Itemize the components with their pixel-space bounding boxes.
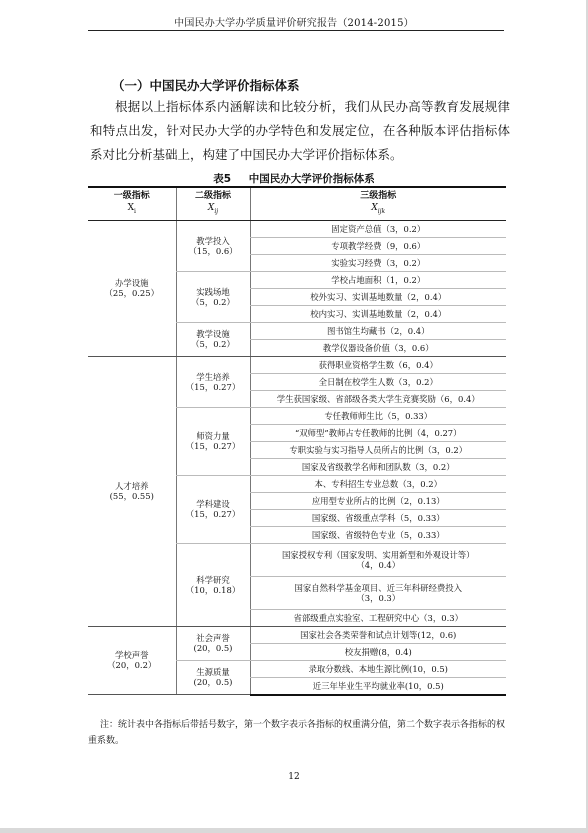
- level3-indicator: 学校占地面积（1，0.2）: [250, 271, 506, 288]
- header-level3-symbol: $X_{ijk}$: [371, 202, 386, 215]
- level3-indicator: 专项教学经费（9，0.6）: [250, 237, 506, 254]
- level3-indicator: “双师型”教师占专任教师的比例（4，0.27）: [250, 424, 506, 441]
- header-rule: [88, 30, 504, 31]
- level3-indicator: 应用型专业所占的比例（2，0.13）: [250, 492, 506, 509]
- level3-indicator: 国家级、省级特色专业（5，0.33）: [250, 526, 506, 543]
- level2-indicator: 社会声誉 (20，0.5): [176, 626, 250, 660]
- level1-indicator: 人才培养 (55，0.55): [88, 356, 176, 626]
- level3-indicator: 校外实习、实训基地数量（2，0.4）: [250, 288, 506, 305]
- level3-indicator: 省部级重点实验室、工程研究中心（3，0.3）: [250, 609, 506, 626]
- level2-indicator: 学科建设 （15，0.27）: [176, 475, 250, 543]
- table-note: 注：统计表中各指标后带括号数字，第一个数字表示各指标的权重满分值，第二个数字表示各指标的权重系数。: [88, 720, 506, 746]
- level3-indicator: 专任教师师生比（5，0.33）: [250, 407, 506, 424]
- running-header: 中国民办大学办学质量评价研究报告（2014-2015）: [174, 18, 414, 29]
- table-row: [88, 626, 506, 643]
- level3-indicator: 本、专科招生专业总数（3，0.2）: [250, 475, 506, 492]
- table-row: [88, 220, 506, 237]
- header-level2: [176, 187, 250, 220]
- level2-indicator: 师资力量 （15，0.27）: [176, 407, 250, 475]
- level3-indicator: 国家授权专利（国家发明、实用新型和外观设计等） （4，0.4）: [250, 543, 506, 576]
- header-level3-label: 三级指标: [360, 190, 397, 201]
- page-number: 12: [288, 772, 300, 782]
- header-level2-symbol: $X_{ij}$: [207, 202, 219, 215]
- level3-indicator: 实验实习经费（3，0.2）: [250, 254, 506, 271]
- table-caption: [0, 171, 588, 186]
- level3-indicator: 国家社会各类荣誉和试点计划等(12，0.6): [250, 626, 506, 643]
- level2-indicator: 实践场地 （5，0.2）: [176, 271, 250, 322]
- header-level1-symbol: $X_i$: [127, 202, 136, 215]
- level3-indicator: 教学仪器设备价值（3，0.6）: [250, 339, 506, 356]
- level3-indicator: 校内实习、实训基地数量（2，0.4）: [250, 305, 506, 322]
- level2-indicator: 教学投入 （15，0.6）: [176, 220, 250, 271]
- level3-indicator: 图书馆生均藏书（2，0.4）: [250, 322, 506, 339]
- table-caption-title: 中国民办大学评价指标体系: [248, 173, 375, 185]
- level3-indicator: 全日制在校学生人数（3，0.2）: [250, 373, 506, 390]
- table-caption-number: 表5: [213, 173, 232, 185]
- indicator-table: [88, 186, 506, 696]
- level3-indicator: 近三年毕业生平均就业率(10，0.5): [250, 677, 506, 695]
- body-paragraph: 根据以上指标体系内涵解读和比较分析，我们从民办高等教育发展规律和特点出发，针对民办大学的办学特色和发展定位，在各种版本评估指标体系对比分析基础上，构建了中国民办大学评价指标体系。: [90, 99, 510, 162]
- level3-indicator: 录取分数线、本地生源比例(10，0.5): [250, 660, 506, 677]
- level3-indicator: 学生获国家级、省部级各类大学生竞赛奖励（6，0.4）: [250, 390, 506, 407]
- level3-indicator: 国家及省级教学名师和团队数（3，0.2）: [250, 458, 506, 475]
- level2-indicator: 教学设施 （5，0.2）: [176, 322, 250, 356]
- level3-indicator: 国家自然科学基金项目、近三年科研经费投入 （3，0.3）: [250, 576, 506, 609]
- header-level3: [250, 187, 506, 220]
- section-heading: （一）中国民办大学评价指标体系: [112, 78, 300, 93]
- indicator-table-body: [88, 220, 506, 695]
- table-row: [88, 356, 506, 373]
- level3-indicator: 获得职业资格学生数（6，0.4）: [250, 356, 506, 373]
- level1-indicator: 学校声誉 （20，0.2）: [88, 626, 176, 695]
- header-level2-label: 二级指标: [194, 190, 231, 201]
- page-edge-bottom: [0, 828, 588, 833]
- level3-indicator: 专职实验与实习指导人员所占的比例（3，0.2）: [250, 441, 506, 458]
- level2-indicator: 生源质量 (20，0.5): [176, 660, 250, 695]
- level2-indicator: 学生培养 （15，0.27）: [176, 356, 250, 407]
- level2-indicator: 科学研究 （10，0.18）: [176, 543, 250, 626]
- table-header-row: [88, 187, 506, 220]
- header-level1-label: 一级指标: [113, 190, 150, 201]
- level3-indicator: 校友捐赠(8，0.4): [250, 643, 506, 660]
- level1-indicator: 办学设施 （25，0.25）: [88, 220, 176, 356]
- level3-indicator: 国家级、省级重点学科（5，0.33）: [250, 509, 506, 526]
- header-level1: [88, 187, 176, 220]
- level3-indicator: 固定资产总值（3，0.2）: [250, 220, 506, 237]
